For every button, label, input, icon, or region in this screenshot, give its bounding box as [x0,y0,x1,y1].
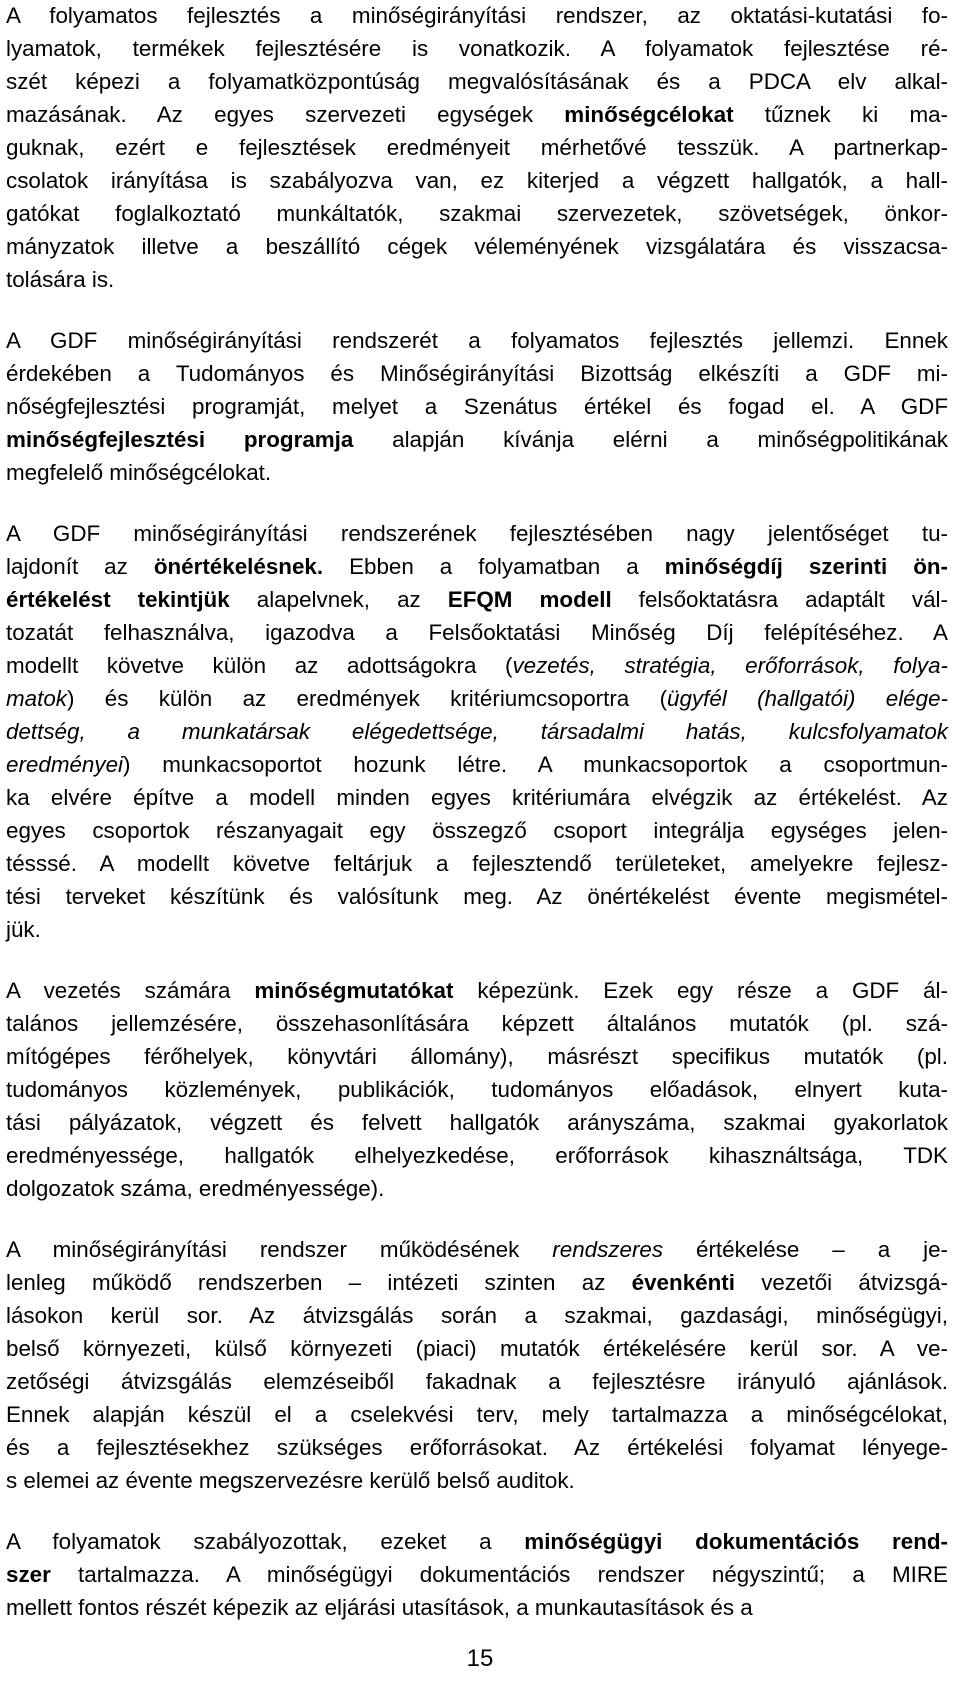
text-line [6,553,948,581]
text-line [6,916,41,944]
text-run: A GDF minőségirányítási rendszerének fejlesztésében nagy jelentőséget tu- [6,521,948,546]
text-line [6,883,948,911]
text-run: értékelése – a je- [663,1237,948,1262]
text-run: tésssé. A modellt követve feltárjuk a fejlesztendő területeket, amelyekre fejlesz- [6,851,948,876]
text-run: gatókat foglalkoztató munkáltatók, szakmai szervezetek, szövetségek, önkor- [6,201,948,226]
bold-text: értékelést tekintjük [6,587,230,612]
text-run: egyes csoportok részanyagait egy összegző csoport integrálja egységes jelen- [6,818,948,843]
text-run: ) munkacsoportot hozunk létre. A munkacsoportok a csoportmun- [123,752,948,777]
text-line [6,266,114,294]
text-run: Ebben a folyamatban a [323,554,665,579]
text-run: zetőségi átvizsgálás elemzéseiből fakadnak a fejlesztésre irányuló ajánlások. [6,1369,948,1394]
text-run: tolására is. [6,267,115,292]
text-line [6,1302,948,1330]
italic-text: ügyfél (hallgatói) elége- [667,686,948,711]
text-line [6,1335,948,1363]
text-line [6,685,948,713]
bold-text: önértékelésnek. [153,554,324,579]
bold-text: évenkénti [631,1270,735,1295]
text-run: tési terveket készítünk és valósítunk meg. Az önértékelést évente megismétel- [6,884,948,909]
text-line [6,1401,948,1429]
bold-text: szer [6,1562,51,1587]
bold-text: minőségfejlesztési programja [6,427,354,452]
text-run: tási pályázatok, végzett és felvett hallgatók arányszáma, szakmai gyakorlatok [6,1110,948,1135]
text-run: csolatok irányítása is szabályozva van, ez kiterjed a végzett hallgatók, a hall- [6,168,948,193]
text-line [6,1467,575,1495]
text-run: A GDF minőségirányítási rendszerét a folyamatos fejlesztés jellemzi. Ennek [6,328,948,353]
page-number: 15 [466,1645,494,1672]
text-line [6,134,948,162]
text-run: ) és külön az eredmények kritériumcsoportra ( [66,686,668,711]
text-run: jük. [6,917,41,942]
text-run: lásokon kerül sor. Az átvizsgálás során a szakmai, gazdasági, minőségügyi, [6,1303,948,1328]
text-line [6,426,948,454]
text-line [6,360,948,388]
text-run: s elemei az évente megszervezésre kerülő belső auditok. [6,1468,575,1493]
text-line [6,1561,948,1589]
italic-text: eredményei [6,752,123,777]
text-run: modellt követve külön az adottságokra ( [6,653,513,678]
text-line [6,459,271,487]
italic-text: dettség, a munkatársak elégedettsége, társadalmi hatás, kulcsfolyamatok [6,719,948,744]
text-line [6,1010,948,1038]
text-run: tűznek ki ma- [733,102,948,127]
text-line [6,1434,948,1462]
text-run: képezünk. Ezek egy része a GDF ál- [453,978,948,1003]
text-line [6,817,948,845]
text-run: Ennek alapján készül el a cselekvési terv, mely tartalmazza a minőségcélokat, [6,1402,948,1427]
text-line [6,1269,948,1297]
text-run: mítógépes férőhelyek, könyvtári állomány), másrészt specifikus mutatók (pl. [6,1044,948,1069]
text-line [6,393,948,421]
text-line [6,167,948,195]
text-run: A vezetés számára [6,978,255,1003]
text-run: mazásának. Az egyes szervezeti egységek [6,102,565,127]
text-run: vezetői átvizsgá- [734,1270,948,1295]
text-line [6,850,948,878]
text-run: A folyamatok szabályozottak, ezeket a [6,1529,525,1554]
text-run: tartalmazza. A minőségügyi dokumentációs rendszer négyszintű; a MIRE [50,1562,948,1587]
text-line [6,1528,948,1556]
text-line [6,101,948,129]
text-run: dolgozatok száma, eredményessége). [6,1176,385,1201]
text-line [6,1109,948,1137]
text-line [6,751,948,779]
text-line [6,1368,948,1396]
text-run: eredményessége, hallgatók elhelyezkedése, erőforrások kihasználtsága, TDK [6,1143,948,1168]
text-run: tudományos közlemények, publikációk, tudományos előadások, elnyert kuta- [6,1077,948,1102]
text-line [6,1043,948,1071]
text-run: A folyamatos fejlesztés a minőségirányítási rendszer, az oktatási-kutatási fo- [6,3,948,28]
text-line [6,233,948,261]
text-line [6,68,948,96]
text-line [6,977,948,1005]
bold-text: minőségcélokat [564,102,734,127]
text-line [6,1142,948,1170]
text-run: talános jellemzésére, összehasonlítására képzett általános mutatók (pl. szá- [6,1011,948,1036]
bold-text: EFQM modell [447,587,612,612]
text-run: felsőoktatásra adaptált vál- [611,587,948,612]
italic-text: vezetés, stratégia, erőforrások, folya- [512,653,948,678]
text-run: tozatát felhasználva, igazodva a Felsőoktatási Minőség Díj felépítéséhez. A [6,620,948,645]
text-run: belső környezeti, külső környezeti (piaci) mutatók értékelésére kerül sor. A ve- [6,1336,948,1361]
text-run: lajdonít az [6,554,154,579]
text-line [6,1594,753,1622]
text-line [6,784,948,812]
bold-text: minőségügyi dokumentációs rend- [524,1529,949,1554]
text-run: alapelvnek, az [229,587,448,612]
text-line [6,327,948,355]
bold-text: minőségmutatókat [254,978,454,1003]
text-run: nőségfejlesztési programját, melyet a Szenátus értékel és fogad el. A GDF [6,394,948,419]
text-line [6,652,948,680]
text-run: alapján kívánja elérni a minőségpolitikának [353,427,948,452]
bold-text: minőségdíj szerinti ön- [664,554,949,579]
text-line [6,619,948,647]
text-run: megfelelő minőségcélokat. [6,460,272,485]
text-line [6,1175,384,1203]
text-run: mellett fontos részét képezik az eljárási utasítások, a munkautasítások és a [6,1595,753,1620]
italic-text: rendszeres [552,1237,664,1262]
text-run: érdekében a Tudományos és Minőségirányítási Bizottság elkészíti a GDF mi- [6,361,948,386]
text-run: mányzatok illetve a beszállító cégek véleményének vizsgálatára és visszacsa- [6,234,948,259]
text-run: ka elvére építve a modell minden egyes kritériumára elvégzik az értékelést. Az [6,785,948,810]
text-run: lyamatok, termékek fejlesztésére is vonatkozik. A folyamatok fejlesztése ré- [6,36,948,61]
text-line [6,520,948,548]
text-run: és a fejlesztésekhez szükséges erőforrásokat. Az értékelési folyamat lényege- [6,1435,948,1460]
text-run: lenleg működő rendszerben – intézeti szinten az [6,1270,632,1295]
text-run: guknak, ezért e fejlesztések eredményeit mérhetővé tesszük. A partnerkap- [6,135,948,160]
text-line [6,1236,948,1264]
text-run: A minőségirányítási rendszer működésének [6,1237,553,1262]
text-line [6,2,948,30]
italic-text: matok [6,686,67,711]
text-run: szét képezi a folyamatközpontúság megvalósításának és a PDCA elv alkal- [6,69,948,94]
text-line [6,200,948,228]
text-line [6,35,948,63]
text-line [6,1076,948,1104]
text-line [6,718,948,746]
text-line [6,586,948,614]
